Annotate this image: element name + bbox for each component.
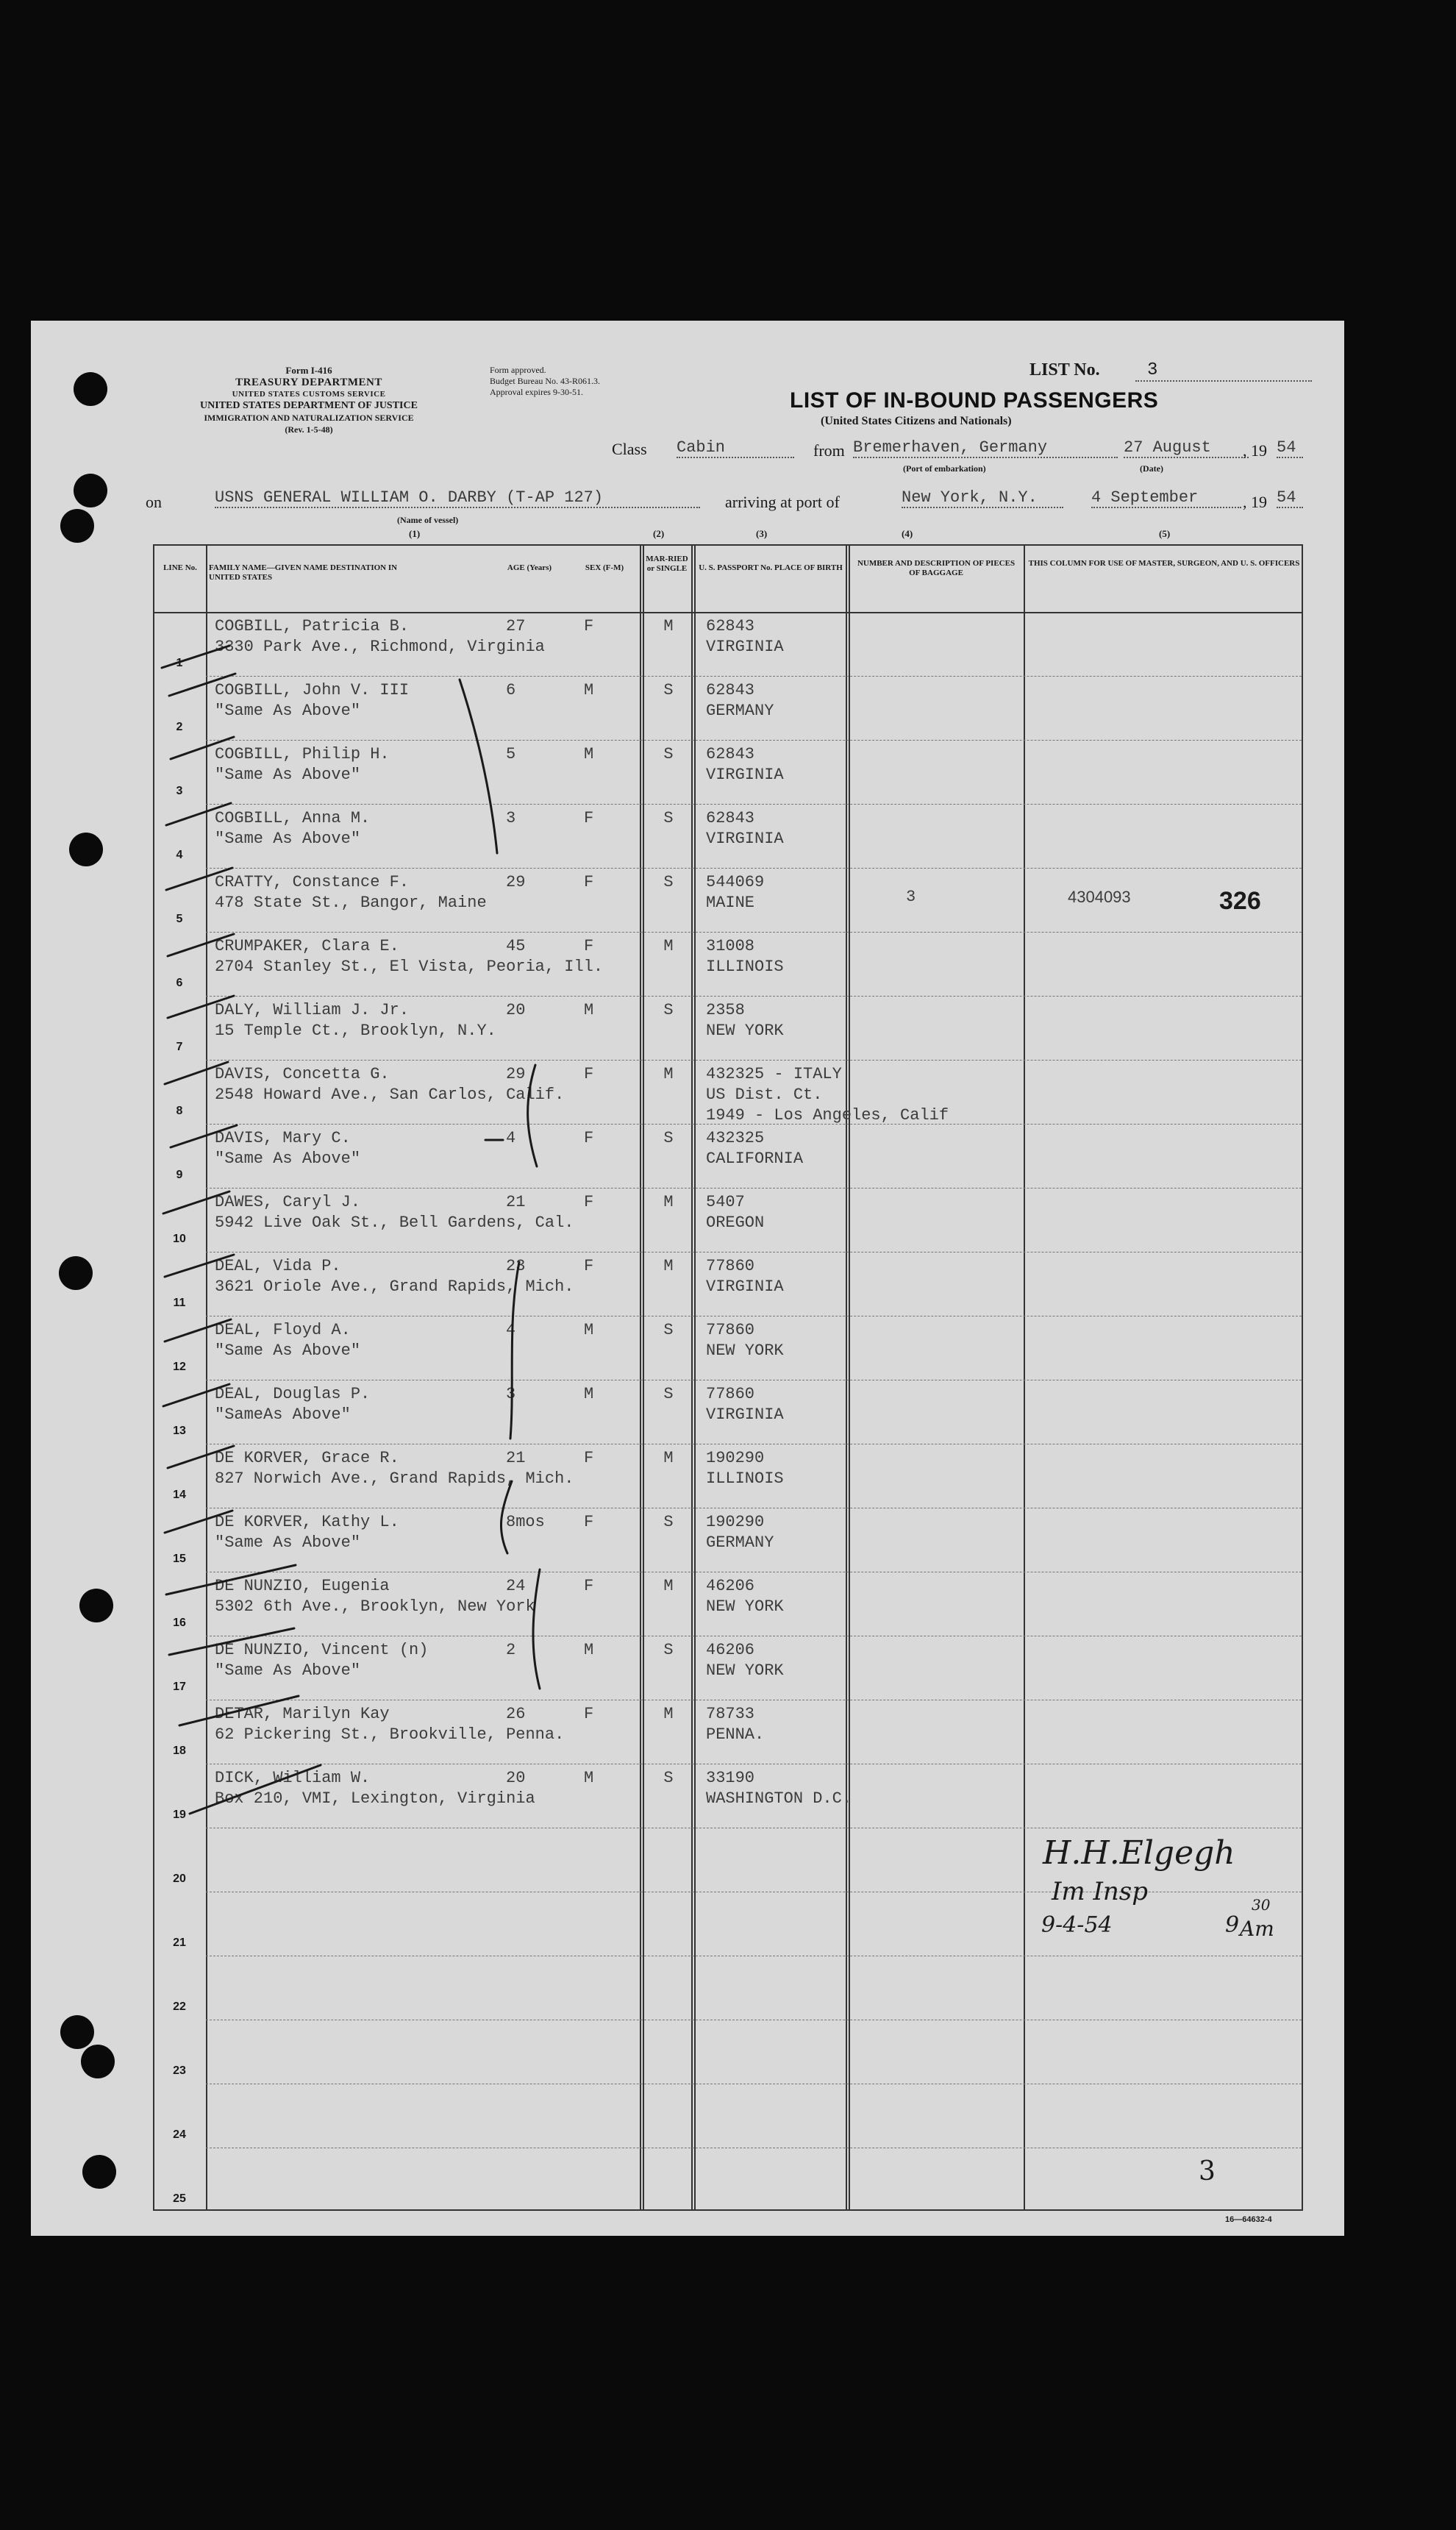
passenger-age: 20 xyxy=(506,1001,526,1019)
passport-number: 31008 xyxy=(706,937,755,955)
arrival-date: 4 September xyxy=(1091,488,1241,508)
vessel-name: USNS GENERAL WILLIAM O. DARBY (T-AP 127) xyxy=(215,488,700,508)
passport-number: 62843 xyxy=(706,745,755,763)
binder-hole-6 xyxy=(79,1589,113,1622)
line-number: 14 xyxy=(173,1489,186,1501)
passenger-age: 4 xyxy=(506,1129,516,1147)
line-number: 6 xyxy=(176,977,183,989)
col-divider xyxy=(643,546,644,2209)
passenger-destination: "Same As Above" xyxy=(215,1533,361,1552)
binder-hole-8 xyxy=(81,2045,115,2078)
passenger-age: 5 xyxy=(506,745,516,763)
place-of-birth: NEW YORK xyxy=(706,1661,784,1680)
passport-number: 190290 xyxy=(706,1513,765,1531)
line-number: 13 xyxy=(173,1425,186,1437)
col-num-3: (3) xyxy=(756,528,768,539)
class-label: Class xyxy=(612,440,647,458)
passenger-age: 24 xyxy=(506,1577,526,1595)
passport-number: 77860 xyxy=(706,1257,755,1275)
col-num-4: (4) xyxy=(902,528,913,539)
passport-number: 46206 xyxy=(706,1577,755,1595)
passport-number: 77860 xyxy=(706,1385,755,1403)
passport-number: 46206 xyxy=(706,1641,755,1659)
passenger-name: DE NUNZIO, Vincent (n) xyxy=(215,1641,429,1659)
passenger-destination: 2704 Stanley St., El Vista, Peoria, Ill. xyxy=(215,958,604,976)
passenger-sex: F xyxy=(584,809,594,827)
passenger-sex: M xyxy=(584,1001,594,1019)
marital-status: S xyxy=(663,873,674,891)
passport-number: 5407 xyxy=(706,1193,745,1211)
passenger-name: DICK, William W. xyxy=(215,1769,371,1787)
row-divider xyxy=(206,804,1302,805)
binder-hole-7 xyxy=(60,2015,94,2049)
passenger-name: DAVIS, Concetta G. xyxy=(215,1065,390,1083)
binder-hole-9 xyxy=(82,2155,116,2189)
passenger-sex: F xyxy=(584,1513,594,1531)
passenger-destination: 3621 Oriole Ave., Grand Rapids, Mich. xyxy=(215,1278,574,1296)
marital-status: S xyxy=(663,1385,674,1403)
passport-number: 62843 xyxy=(706,617,755,635)
row-divider xyxy=(206,740,1302,741)
passenger-name: DAVIS, Mary C. xyxy=(215,1129,351,1147)
col-header-officers: THIS COLUMN FOR USE OF MASTER, SURGEON, AND U. S. OFFICERS xyxy=(1028,559,1300,568)
passenger-sex: F xyxy=(584,937,594,955)
passport-number: 62843 xyxy=(706,681,755,699)
passenger-name: DE NUNZIO, Eugenia xyxy=(215,1577,390,1595)
form-revision: (Rev. 1-5-48) xyxy=(285,424,333,435)
passport-number: 77860 xyxy=(706,1321,755,1339)
officer-number: 4304093 xyxy=(1068,888,1131,906)
row-divider xyxy=(206,1060,1302,1061)
passenger-name: DEAL, Douglas P. xyxy=(215,1385,371,1403)
marital-status: M xyxy=(663,1577,674,1595)
passenger-destination: 478 State St., Bangor, Maine xyxy=(215,894,487,912)
line-number: 24 xyxy=(173,2128,186,2141)
passenger-destination: "Same As Above" xyxy=(215,1150,361,1168)
place-of-birth: VIRGINIA xyxy=(706,1278,784,1296)
header-divider xyxy=(154,612,1302,613)
page-title: LIST OF IN-BOUND PASSENGERS xyxy=(790,388,1159,413)
from-label: from xyxy=(813,441,845,460)
marital-status: M xyxy=(663,937,674,955)
col-header-baggage: NUMBER AND DESCRIPTION OF PIECES OF BAGGAGE xyxy=(857,559,1016,577)
place-of-birth: NEW YORK xyxy=(706,1022,784,1040)
passenger-destination: 3330 Park Ave., Richmond, Virginia xyxy=(215,638,545,656)
passenger-sex: F xyxy=(584,617,594,635)
treasury-dept: TREASURY DEPARTMENT xyxy=(235,377,382,388)
row-divider xyxy=(206,996,1302,997)
row-divider xyxy=(206,1188,1302,1189)
passenger-sex: F xyxy=(584,1193,594,1211)
passport-number: 62843 xyxy=(706,809,755,827)
passenger-name: CRATTY, Constance F. xyxy=(215,873,410,891)
passenger-table xyxy=(153,544,1303,2211)
line-number: 5 xyxy=(176,913,183,925)
passenger-sex: F xyxy=(584,1065,594,1083)
place-of-birth-extra: 1949 - Los Angeles, Calif xyxy=(706,1106,949,1125)
passenger-name: COGBILL, Anna M. xyxy=(215,809,371,827)
passenger-name: DE KORVER, Kathy L. xyxy=(215,1513,399,1531)
page-subtitle: (United States Citizens and Nationals) xyxy=(821,415,1012,427)
binder-hole-5 xyxy=(59,1256,93,1290)
place-of-birth: VIRGINIA xyxy=(706,830,784,848)
place-of-birth: VIRGINIA xyxy=(706,766,784,784)
col-header-name: FAMILY NAME—GIVEN NAME DESTINATION IN UNITED STATES xyxy=(209,563,398,582)
line-number: 21 xyxy=(173,1936,186,1949)
line-number: 16 xyxy=(173,1617,186,1629)
row-divider xyxy=(206,676,1302,677)
inspection-date: 9-4-54 xyxy=(1041,1912,1113,1938)
col-header-age: AGE (Years) xyxy=(507,563,552,572)
passport-number: 190290 xyxy=(706,1449,765,1467)
place-of-birth: ILLINOIS xyxy=(706,1469,784,1488)
passenger-age: 3 xyxy=(506,809,516,827)
line-number: 25 xyxy=(173,2192,186,2205)
place-of-birth: US Dist. Ct. xyxy=(706,1086,823,1104)
row-divider xyxy=(206,932,1302,933)
passenger-name: COGBILL, John V. III xyxy=(215,681,410,699)
baggage-count: 3 xyxy=(906,888,916,906)
line-number: 12 xyxy=(173,1361,186,1373)
marital-status: S xyxy=(663,1001,674,1019)
passenger-age: 2 xyxy=(506,1641,516,1659)
marital-status: S xyxy=(663,1769,674,1787)
place-of-birth: GERMANY xyxy=(706,1533,774,1552)
ins-service: IMMIGRATION AND NATURALIZATION SERVICE xyxy=(204,413,414,423)
passenger-sex: F xyxy=(584,1257,594,1275)
passenger-name: COGBILL, Philip H. xyxy=(215,745,390,763)
passport-number: 432325 - ITALY xyxy=(706,1065,842,1083)
embarkation-year: 54 xyxy=(1277,438,1303,458)
place-of-birth: VIRGINIA xyxy=(706,638,784,656)
passenger-name: DAWES, Caryl J. xyxy=(215,1193,361,1211)
line-number: 23 xyxy=(173,2064,186,2077)
passenger-destination: 5942 Live Oak St., Bell Gardens, Cal. xyxy=(215,1214,574,1232)
line-number: 20 xyxy=(173,1872,186,1885)
arrival-port: New York, N.Y. xyxy=(902,488,1063,508)
passenger-sex: F xyxy=(584,1705,594,1723)
col-header-married: MAR-RIED or SINGLE xyxy=(646,555,688,573)
embarkation-year-prefix: , 19 xyxy=(1243,441,1267,460)
passenger-name: DETAR, Marilyn Kay xyxy=(215,1705,390,1723)
col-divider xyxy=(691,546,693,2209)
passenger-age: 8mos xyxy=(506,1513,545,1531)
marital-status: S xyxy=(663,809,674,827)
passport-number: 78733 xyxy=(706,1705,755,1723)
passenger-destination: 15 Temple Ct., Brooklyn, N.Y. xyxy=(215,1022,496,1040)
inspection-time-hour: 9 xyxy=(1225,1912,1240,1938)
col-num-2: (2) xyxy=(653,528,665,539)
passenger-destination: "SameAs Above" xyxy=(215,1405,351,1424)
passenger-age: 26 xyxy=(506,1705,526,1723)
place-of-birth: ILLINOIS xyxy=(706,958,784,976)
passenger-destination: 5302 6th Ave., Brooklyn, New York xyxy=(215,1597,535,1616)
passenger-age: 29 xyxy=(506,1065,526,1083)
justice-dept: UNITED STATES DEPARTMENT OF JUSTICE xyxy=(200,400,418,411)
place-of-birth: MAINE xyxy=(706,894,755,912)
marital-status: M xyxy=(663,1449,674,1467)
passenger-age: 45 xyxy=(506,937,526,955)
passenger-destination: 827 Norwich Ave., Grand Rapids, Mich. xyxy=(215,1469,574,1488)
print-code: 16—64632-4 xyxy=(1225,2215,1272,2224)
inspection-time-minutes: 30 xyxy=(1252,1896,1271,1914)
passenger-sex: M xyxy=(584,1641,594,1659)
page-mark: 3 xyxy=(1199,2156,1216,2187)
col-num-5: (5) xyxy=(1159,528,1171,539)
passenger-name: COGBILL, Patricia B. xyxy=(215,617,410,635)
marital-status: M xyxy=(663,1065,674,1083)
inspector-signature: H.H.Elgegh xyxy=(1043,1834,1235,1872)
vessel-caption: (Name of vessel) xyxy=(397,515,459,525)
passenger-age: 27 xyxy=(506,617,526,635)
passenger-destination: "Same As Above" xyxy=(215,1661,361,1680)
line-number: 7 xyxy=(176,1041,183,1053)
binder-hole-4 xyxy=(69,833,103,866)
marital-status: S xyxy=(663,1641,674,1659)
passenger-age: 29 xyxy=(506,873,526,891)
marital-status: S xyxy=(663,1321,674,1339)
line-number: 22 xyxy=(173,2000,186,2013)
stamp-number: 326 xyxy=(1219,887,1261,915)
passenger-destination: 2548 Howard Ave., San Carlos, Calif. xyxy=(215,1086,565,1104)
row-divider xyxy=(206,1124,1302,1125)
passenger-sex: F xyxy=(584,1449,594,1467)
passenger-name: DALY, William J. Jr. xyxy=(215,1001,410,1019)
col-header-line-no: LINE No. xyxy=(163,563,197,572)
col-header-sex: SEX (F-M) xyxy=(585,563,624,572)
passenger-name: DE KORVER, Grace R. xyxy=(215,1449,399,1467)
passenger-sex: M xyxy=(584,1321,594,1339)
passenger-destination: "Same As Above" xyxy=(215,1341,361,1360)
passport-number: 432325 xyxy=(706,1129,765,1147)
passport-number: 544069 xyxy=(706,873,765,891)
embarkation-port: Bremerhaven, Germany xyxy=(853,438,1118,458)
passenger-sex: M xyxy=(584,681,594,699)
class-value: Cabin xyxy=(677,438,794,458)
marital-status: M xyxy=(663,1193,674,1211)
list-no-value: 3 xyxy=(1135,360,1312,382)
passenger-destination: "Same As Above" xyxy=(215,702,361,720)
passenger-sex: F xyxy=(584,873,594,891)
passenger-name: CRUMPAKER, Clara E. xyxy=(215,937,399,955)
line-number: 4 xyxy=(176,849,183,861)
passenger-sex: M xyxy=(584,1769,594,1787)
passenger-sex: M xyxy=(584,745,594,763)
passenger-sex: F xyxy=(584,1577,594,1595)
col-num-1: (1) xyxy=(409,528,421,539)
form-issuer-block xyxy=(103,365,515,435)
line-number: 9 xyxy=(176,1169,183,1181)
place-of-birth: NEW YORK xyxy=(706,1597,784,1616)
passenger-age: 4 xyxy=(506,1321,516,1339)
line-number: 3 xyxy=(176,785,183,797)
marital-status: M xyxy=(663,1257,674,1275)
passenger-destination: "Same As Above" xyxy=(215,830,361,848)
col-divider xyxy=(849,546,850,2209)
binder-hole-2 xyxy=(74,474,107,507)
inspection-time-ampm: Am xyxy=(1240,1917,1274,1941)
col-divider xyxy=(694,546,696,2209)
place-of-birth: GERMANY xyxy=(706,702,774,720)
passenger-age: 6 xyxy=(506,681,516,699)
passport-number: 33190 xyxy=(706,1769,755,1787)
line-number: 11 xyxy=(173,1297,186,1309)
place-of-birth: VIRGINIA xyxy=(706,1405,784,1424)
place-of-birth: OREGON xyxy=(706,1214,765,1232)
marital-status: S xyxy=(663,1129,674,1147)
passenger-age: 20 xyxy=(506,1769,526,1787)
passenger-name: DEAL, Vida P. xyxy=(215,1257,341,1275)
passenger-age: 21 xyxy=(506,1449,526,1467)
place-of-birth: WASHINGTON D.C. xyxy=(706,1789,852,1808)
place-of-birth: NEW YORK xyxy=(706,1341,784,1360)
line-number: 2 xyxy=(176,721,183,733)
line-number: 1 xyxy=(176,657,183,669)
marital-status: S xyxy=(663,1513,674,1531)
place-of-birth: PENNA. xyxy=(706,1725,765,1744)
arrival-year: 54 xyxy=(1277,488,1303,508)
line-number: 18 xyxy=(173,1745,186,1757)
marital-status: M xyxy=(663,1705,674,1723)
line-number: 17 xyxy=(173,1681,186,1693)
binder-hole-3 xyxy=(60,509,94,543)
passport-number: 2358 xyxy=(706,1001,745,1019)
marital-status: S xyxy=(663,681,674,699)
col-divider xyxy=(206,546,207,2209)
list-no-label: LIST No. xyxy=(1029,360,1100,380)
port-embark-caption: (Port of embarkation) xyxy=(903,463,986,474)
passenger-sex: M xyxy=(584,1385,594,1403)
date-caption: (Date) xyxy=(1140,463,1163,474)
embarkation-date: 27 August xyxy=(1124,438,1249,458)
marital-status: M xyxy=(663,617,674,635)
form-number: Form I-416 xyxy=(285,365,332,376)
marital-status: S xyxy=(663,745,674,763)
passenger-age: 23 xyxy=(506,1257,526,1275)
row-divider xyxy=(206,868,1302,869)
col-header-passport: U. S. PASSPORT No. PLACE OF BIRTH xyxy=(699,563,843,572)
passenger-age: 21 xyxy=(506,1193,526,1211)
passenger-destination: 62 Pickering St., Brookville, Penna. xyxy=(215,1725,565,1744)
passenger-sex: F xyxy=(584,1129,594,1147)
place-of-birth: CALIFORNIA xyxy=(706,1150,804,1168)
col-divider xyxy=(1024,546,1025,2209)
line-number: 15 xyxy=(173,1553,186,1565)
arrival-year-prefix: , 19 xyxy=(1243,493,1267,511)
line-number: 19 xyxy=(173,1809,186,1821)
passenger-destination: Box 210, VMI, Lexington, Virginia xyxy=(215,1789,535,1808)
passenger-age: 3 xyxy=(506,1385,516,1403)
line-number: 8 xyxy=(176,1105,183,1117)
passenger-name: DEAL, Floyd A. xyxy=(215,1321,351,1339)
budget-approval: Form approved. Budget Bureau No. 43-R061.3. Approval expires 9-30-51. xyxy=(490,365,600,397)
col-divider xyxy=(640,546,641,2209)
passenger-destination: "Same As Above" xyxy=(215,766,361,784)
inspector-title: Im Insp xyxy=(1052,1877,1149,1906)
customs-service: UNITED STATES CUSTOMS SERVICE xyxy=(232,390,386,399)
arriving-label: arriving at port of xyxy=(725,493,840,511)
col-divider xyxy=(846,546,847,2209)
on-label: on xyxy=(146,493,162,511)
line-number: 10 xyxy=(173,1233,186,1245)
